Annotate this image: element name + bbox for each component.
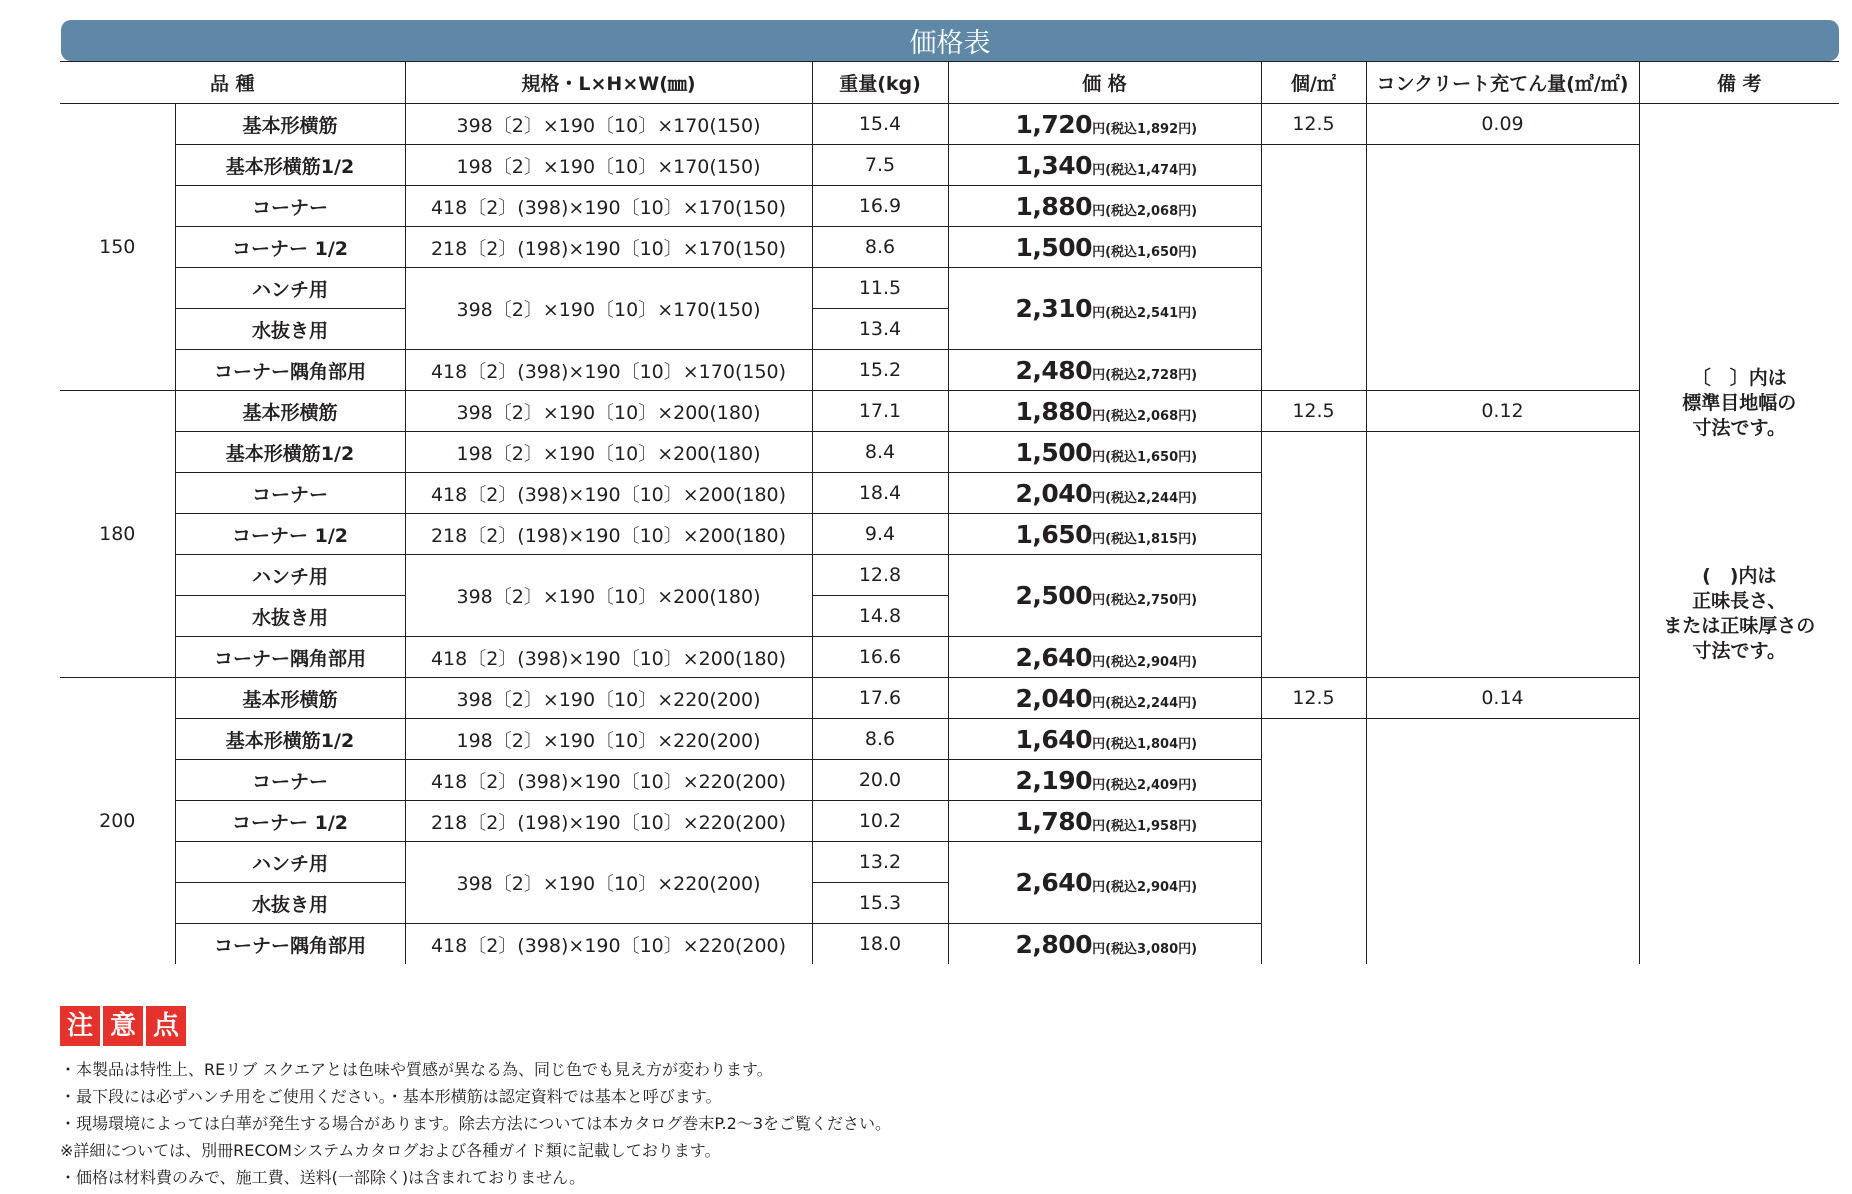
remarks-line: 寸法です。 [1692,640,1786,662]
remarks-line: 正味長さ、 [1692,590,1787,612]
per-sqm-empty [1261,145,1366,391]
product-name: コーナー隅角部用 [175,637,405,678]
price-value: 1,500 [1015,437,1093,467]
caution-char: 点 [146,1006,186,1046]
header-concrete: コンクリート充てん量(㎥/㎡) [1366,62,1639,104]
price-tax: 円(税込2,750円) [1092,593,1198,608]
product-name: 基本形横筋1/2 [175,145,405,186]
price-cell [948,801,1261,842]
spec-cell: 398〔2〕×190〔10〕×200(180) [405,391,812,432]
price-tax: 円(税込1,650円) [1092,449,1198,465]
notes-list [60,1056,891,1191]
price-cell [948,227,1261,268]
price-value: 2,500 [1015,581,1093,610]
spec-cell: 418〔2〕(398)×190〔10〕×220(200) [405,924,812,965]
price-cell [948,350,1261,391]
size-cell: 200 [60,678,175,965]
price-tax: 円(税込2,244円) [1092,695,1198,711]
price-tax: 円(税込2,904円) [1092,880,1198,895]
price-tax: 円(税込1,804円) [1092,736,1198,752]
concrete-empty [1366,145,1639,391]
price-cell [948,432,1261,473]
spec-cell: 218〔2〕(198)×190〔10〕×200(180) [405,514,812,555]
caution-char: 意 [103,1006,143,1046]
weight-cell: 16.9 [812,186,948,227]
header-spec: 規格・L×H×W(㎜) [405,62,812,104]
product-name: コーナー隅角部用 [175,350,405,391]
price-table [60,61,1839,964]
note-item: ※詳細については、別冊RECOMシステムカタログおよび各種ガイド類に記載しております。 [60,1141,721,1160]
remarks-line: ( )内は [1702,565,1777,587]
spec-cell: 218〔2〕(198)×190〔10〕×170(150) [405,227,812,268]
price-tax: 円(税込2,409円) [1092,777,1198,793]
table-row [60,719,1839,760]
weight-cell: 13.2 [812,842,948,883]
header-product-type: 品 種 [60,62,405,104]
price-cell [948,514,1261,555]
price-value: 2,040 [1015,683,1093,713]
weight-cell: 8.6 [812,227,948,268]
caution-label [60,1006,186,1046]
price-value: 2,800 [1015,929,1093,959]
product-name: 水抜き用 [175,883,405,924]
price-tax: 円(税込2,068円) [1092,203,1198,219]
header-per-sqm: 個/㎡ [1261,62,1366,104]
table-row [60,104,1839,145]
price-cell [948,186,1261,227]
weight-cell: 17.6 [812,678,948,719]
size-cell: 180 [60,391,175,678]
size-cell: 150 [60,104,175,391]
price-table-title: 価格表 [61,20,1839,61]
spec-cell: 418〔2〕(398)×190〔10〕×170(150) [405,186,812,227]
spec-cell: 398〔2〕×190〔10〕×220(200) [405,678,812,719]
weight-cell: 7.5 [812,145,948,186]
header-weight: 重量(kg) [812,62,948,104]
price-value: 1,500 [1015,232,1093,262]
price-tax: 円(税込2,068円) [1092,408,1198,424]
price-tax: 円(税込2,244円) [1092,490,1198,506]
spec-cell: 418〔2〕(398)×190〔10〕×200(180) [405,473,812,514]
spec-cell: 398〔2〕×190〔10〕×170(150) [405,104,812,145]
price-value: 2,640 [1015,868,1093,897]
note-item: ・本製品は特性上、REリブ スクエアとは色味や質感が異なる為、同じ色でも見え方が変わります。 [60,1060,773,1079]
header-price: 価 格 [948,62,1261,104]
price-cell [948,473,1261,514]
price-tax: 円(税込1,815円) [1092,531,1198,547]
per-sqm-empty [1261,719,1366,965]
price-cell [948,842,1261,924]
product-name: 基本形横筋 [175,678,405,719]
price-tax: 円(税込1,650円) [1092,244,1198,260]
price-tax: 円(税込2,541円) [1092,306,1198,321]
price-cell [948,637,1261,678]
product-name: 基本形横筋1/2 [175,719,405,760]
spec-cell: 398〔2〕×190〔10〕×200(180) [405,555,812,637]
remarks-line: 標準目地幅の [1682,392,1797,414]
price-value: 1,780 [1015,806,1093,836]
price-cell [948,104,1261,145]
price-value: 2,190 [1015,765,1093,795]
price-tax: 円(税込1,474円) [1092,162,1198,178]
concrete-cell: 0.09 [1366,104,1639,145]
spec-cell: 398〔2〕×190〔10〕×170(150) [405,268,812,350]
weight-cell: 8.4 [812,432,948,473]
weight-cell: 18.0 [812,924,948,965]
table-row [60,391,1839,432]
concrete-cell: 0.12 [1366,391,1639,432]
header-row [60,62,1839,104]
per-sqm-empty [1261,432,1366,678]
spec-cell: 418〔2〕(398)×190〔10〕×200(180) [405,637,812,678]
product-name: 水抜き用 [175,309,405,350]
weight-cell: 14.8 [812,596,948,637]
remarks-line: 〔 〕内は [1691,367,1787,389]
spec-cell: 198〔2〕×190〔10〕×220(200) [405,719,812,760]
price-value: 2,480 [1015,355,1093,385]
table-row [60,432,1839,473]
price-value: 1,880 [1015,191,1093,221]
product-name: 基本形横筋 [175,104,405,145]
product-name: コーナー [175,473,405,514]
remarks-line: または正味厚さの [1663,615,1816,637]
remarks-line: 寸法です。 [1692,417,1786,439]
price-cell [948,391,1261,432]
price-tax: 円(税込2,728円) [1092,367,1198,383]
price-tax: 円(税込2,904円) [1092,654,1198,670]
table-row [60,145,1839,186]
product-name: コーナー 1/2 [175,801,405,842]
product-name: ハンチ用 [175,842,405,883]
price-value: 1,640 [1015,724,1093,754]
price-cell [948,924,1261,965]
product-name: 基本形横筋1/2 [175,432,405,473]
weight-cell: 15.4 [812,104,948,145]
caution-char: 注 [60,1006,100,1046]
note-item: ・価格は材料費のみで、施工費、送料(一部除く)は含まれておりません。 [60,1168,586,1187]
weight-cell: 13.4 [812,309,948,350]
weight-cell: 8.6 [812,719,948,760]
price-tax: 円(税込1,958円) [1092,818,1198,834]
weight-cell: 9.4 [812,514,948,555]
note-item: ・現場環境によっては白華が発生する場合があります。除去方法については本カタログ巻末P.2〜3をご覧ください。 [60,1114,892,1133]
price-cell [948,145,1261,186]
price-value: 1,340 [1015,150,1093,180]
price-cell [948,760,1261,801]
price-value: 1,650 [1015,519,1093,549]
price-cell [948,719,1261,760]
product-name: コーナー [175,760,405,801]
per-sqm-cell: 12.5 [1261,104,1366,145]
remarks-note-1 [1640,366,1840,441]
price-cell [948,268,1261,350]
weight-cell: 15.3 [812,883,948,924]
price-value: 2,310 [1015,294,1093,323]
spec-cell: 198〔2〕×190〔10〕×200(180) [405,432,812,473]
concrete-empty [1366,719,1639,965]
per-sqm-cell: 12.5 [1261,678,1366,719]
product-name: コーナー隅角部用 [175,924,405,965]
price-tax: 円(税込3,080円) [1092,941,1198,957]
weight-cell: 15.2 [812,350,948,391]
price-tax: 円(税込1,892円) [1092,121,1198,137]
concrete-empty [1366,432,1639,678]
spec-cell: 218〔2〕(198)×190〔10〕×220(200) [405,801,812,842]
price-value: 2,040 [1015,478,1093,508]
product-name: コーナー 1/2 [175,514,405,555]
per-sqm-cell: 12.5 [1261,391,1366,432]
product-name: ハンチ用 [175,268,405,309]
note-item: ・最下段には必ずハンチ用をご使用ください。・基本形横筋は認定資料では基本と呼びます。 [60,1087,722,1106]
price-cell [948,678,1261,719]
weight-cell: 10.2 [812,801,948,842]
concrete-cell: 0.14 [1366,678,1639,719]
product-name: コーナー [175,186,405,227]
product-name: 基本形横筋 [175,391,405,432]
weight-cell: 12.8 [812,555,948,596]
price-value: 1,720 [1015,109,1093,139]
header-remarks: 備 考 [1639,62,1839,104]
table-row [60,678,1839,719]
product-name: ハンチ用 [175,555,405,596]
weight-cell: 18.4 [812,473,948,514]
weight-cell: 20.0 [812,760,948,801]
remarks-cell [1639,104,1839,965]
product-name: コーナー 1/2 [175,227,405,268]
weight-cell: 17.1 [812,391,948,432]
price-cell [948,555,1261,637]
price-value: 2,640 [1015,642,1093,672]
spec-cell: 418〔2〕(398)×190〔10〕×170(150) [405,350,812,391]
remarks-note-2 [1640,564,1840,664]
spec-cell: 198〔2〕×190〔10〕×170(150) [405,145,812,186]
price-value: 1,880 [1015,396,1093,426]
weight-cell: 11.5 [812,268,948,309]
weight-cell: 16.6 [812,637,948,678]
product-name: 水抜き用 [175,596,405,637]
spec-cell: 398〔2〕×190〔10〕×220(200) [405,842,812,924]
spec-cell: 418〔2〕(398)×190〔10〕×220(200) [405,760,812,801]
